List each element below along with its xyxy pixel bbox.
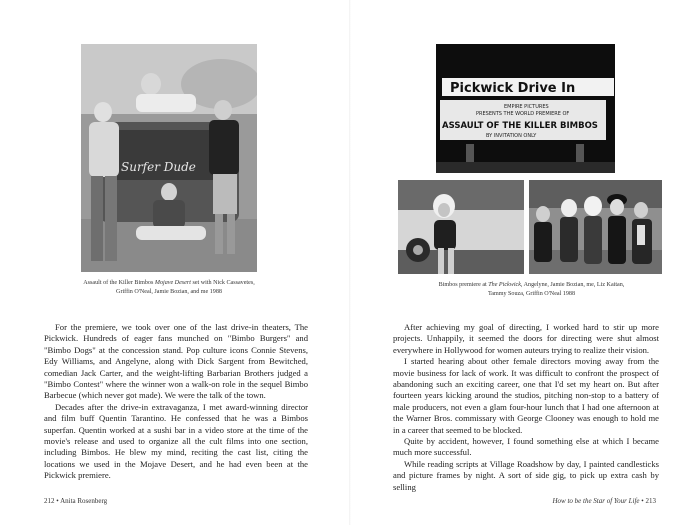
right-body-text [393, 322, 659, 493]
left-paragraph-1: For the premiere, we took over one of the last drive-in theaters, The Pickwick. Hundreds of eager fans munched on "Bimbo Burgers" and "Bimbo Dogs" at the concession stand. Pop culture icons Connie Stevens, Edy Williams, and Angelyne, along with Dick Sargent from Bewitched, comedian Jack Carter, and the weight-lifting Barbarian Brothers judged a "Bimbo Contest" where the winner won a walk-on role in the sequel Bimbo Barbecue (which never got made). We were the talk of the town. [44, 322, 308, 401]
right-caption-post: , Angelyne, Jamie Bozian, me, Liz Kaitan, Tammy Souza, Griffin O'Neal 1988 [487, 282, 625, 297]
photo-pickwick-marquee [436, 44, 615, 173]
left-caption-post: set with Nick Cassavetes, Griffin O'Neal, Jamie Bozian, and me 1988 [116, 280, 255, 295]
left-folio-text: 212 • Anita Rosenberg [44, 497, 108, 505]
right-folio-page: • 213 [641, 497, 656, 505]
page-gutter [349, 0, 351, 525]
marquee-line-2: PRESENTS THE WORLD PREMIERE OF [476, 111, 570, 117]
left-paragraph-2: Decades after the drive-in extravaganza, I met award-winning director and film buff Quentin Tarantino. He confessed that he was a Bimbos superfan. Quentin worked at a sushi bar in a video store at the time of the movie's release and used to organize all the cult films into one section, including Bimbos. He blew my mind, reciting the cast list, citing the locations we used in the Mojave Desert, and he had even been at the Pickwick premiere. [44, 401, 308, 481]
right-photo-caption [434, 281, 629, 298]
svg-text:Surfer Dude: Surfer Dude [121, 160, 196, 174]
left-caption-italic: Mojave Desert [154, 280, 191, 286]
left-caption-pre: Assault of the Killer Bimbos [83, 280, 155, 286]
marquee-line-1: EMPIRE PICTURES [504, 104, 549, 110]
right-paragraph-1: After achieving my goal of directing, I worked hard to stir up more projects. Unhappily, it seemed the doors for directing were shut almost everywhere in Hollywood for women auteurs trying to realize their vision. [393, 322, 659, 355]
photo-premiere-group [529, 180, 662, 274]
marquee-line-3: ASSAULT OF THE KILLER BIMBOS [442, 121, 598, 131]
right-folio-title: How to be the Star of Your Life [552, 497, 640, 505]
right-paragraph-4: While reading scripts at Village Roadshow by day, I painted candlesticks and picture frames by night. A sort of side gig, to pick up extra cash by selling [393, 458, 659, 492]
left-folio [44, 497, 107, 505]
marquee-sign-text: Pickwick Drive In [450, 81, 576, 96]
left-photo-caption [81, 279, 257, 296]
right-paragraph-2: I started hearing about other female directors moving away from the movie business for lack of work. It was difficult to confront the prospect of abandoning such an exciting career, one that I'd set my heart on. But after fourteen years kicking around the studios, pitching non-stop to a battery of male producers, not even a glam four-hour lunch that I had one afternoon at the Warner Bros. commissary with George Clooney was enough to hold me in a career that seemed to be blocked. [393, 356, 659, 435]
right-folio [552, 497, 656, 505]
left-body-text [44, 322, 308, 482]
photo-bimbos-set [81, 44, 257, 272]
marquee-line-4: BY INVITATION ONLY [486, 133, 537, 139]
right-paragraph-3: Quite by accident, however, I found something else at which I became much more successful. [393, 436, 659, 458]
right-caption-italic: The Pickwick [488, 282, 521, 288]
photo-angelyne-car [398, 180, 524, 274]
right-caption-pre: Bimbos premiere at [438, 282, 489, 288]
